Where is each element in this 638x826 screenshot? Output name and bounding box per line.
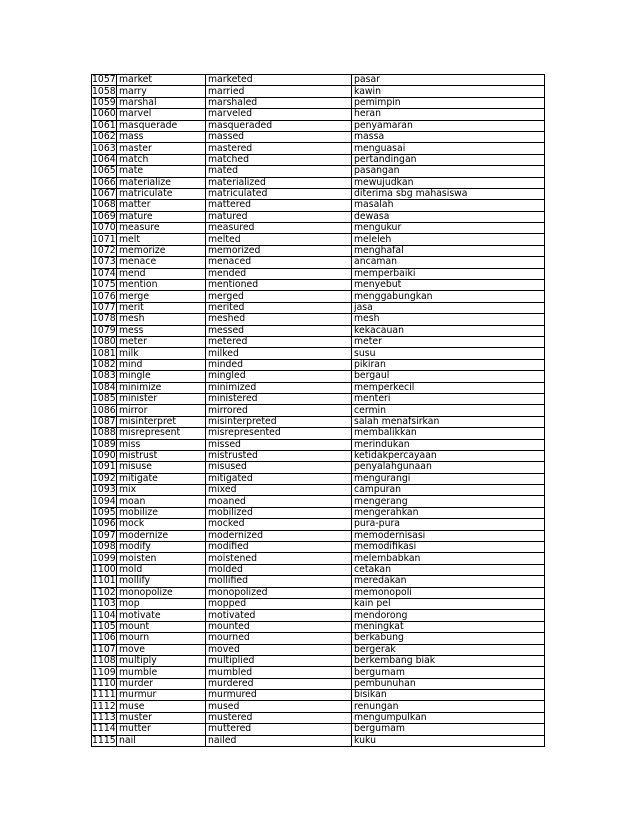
past-form-cell: mastered [206, 143, 352, 154]
translation-cell: pura-pura [352, 519, 545, 530]
entry-number-cell: 1062 [92, 131, 116, 143]
base-verb-cell: mind [117, 359, 206, 370]
base-verb-cell: mold [117, 564, 206, 575]
translation-cell: susu [352, 348, 545, 359]
translation-cell: menyebut [352, 280, 545, 291]
translation-cell: diterima sbg mahasiswa [352, 188, 545, 199]
translation-cell: bergerak [352, 644, 545, 655]
base-verb-cell: milk [117, 348, 206, 359]
past-form-cell: mobilized [206, 507, 352, 518]
base-verb-cell: mention [117, 280, 206, 291]
translation-cell: dewasa [352, 211, 545, 222]
translation-cell: cetakan [352, 564, 545, 575]
entry-number-cell: 1106 [92, 632, 116, 644]
past-form-cell: memorized [206, 245, 352, 256]
table-row [92, 393, 545, 404]
entry-number-cell: 1058 [92, 85, 116, 97]
entry-number-cell: 1068 [92, 199, 116, 211]
translation-cell: berkabung [352, 633, 545, 644]
base-verb-cell: murder [117, 678, 206, 689]
table-row [92, 587, 545, 598]
entry-number-cell: 1088 [92, 427, 116, 439]
base-verb-cell: miss [117, 439, 206, 450]
base-verb-cell: meter [117, 336, 206, 347]
entry-number-cell: 1085 [92, 393, 116, 405]
table-row [92, 143, 545, 154]
past-form-cell: mirrored [206, 405, 352, 416]
entry-number-cell: 1067 [92, 188, 116, 200]
table-row [92, 75, 545, 86]
translation-cell: menteri [352, 393, 545, 404]
table-row [92, 473, 545, 484]
past-form-cell: multiplied [206, 655, 352, 666]
table-row [92, 690, 545, 701]
table-row [92, 371, 545, 382]
entry-number-cell: 1091 [92, 461, 116, 473]
table-row [92, 553, 545, 564]
translation-cell: renungan [352, 701, 545, 712]
translation-cell: pasar [352, 75, 545, 86]
table-row [92, 200, 545, 211]
base-verb-cell: marshal [117, 97, 206, 108]
past-form-cell: massed [206, 131, 352, 142]
table-row [92, 439, 545, 450]
past-form-cell: mingled [206, 371, 352, 382]
table-row [92, 86, 545, 97]
past-form-cell: molded [206, 564, 352, 575]
table-row [92, 188, 545, 199]
translation-cell: massa [352, 131, 545, 142]
table-row [92, 211, 545, 222]
table-row [92, 428, 545, 439]
base-verb-cell: mourn [117, 633, 206, 644]
base-verb-cell: mix [117, 485, 206, 496]
entry-number-cell: 1066 [92, 177, 116, 188]
past-form-cell: muttered [206, 724, 352, 735]
entry-number-cell: 1065 [92, 165, 116, 177]
entry-number-cell: 1069 [92, 211, 116, 222]
entry-number-cell: 1090 [92, 450, 116, 462]
entry-number-cell: 1110 [92, 678, 116, 689]
table-row [92, 166, 545, 177]
translation-cell: memodernisasi [352, 530, 545, 541]
translation-cell: salah menafsirkan [352, 416, 545, 427]
past-form-cell: matriculated [206, 188, 352, 199]
base-verb-cell: mend [117, 268, 206, 279]
entry-number-cell: 1101 [92, 575, 116, 587]
base-verb-cell: muse [117, 701, 206, 712]
past-form-cell: mended [206, 268, 352, 279]
translation-cell: pertandingan [352, 154, 545, 165]
entry-number-cell: 1108 [92, 655, 116, 667]
translation-cell: mengurangi [352, 473, 545, 484]
entry-number-cell: 1075 [92, 279, 116, 291]
past-form-cell: materialized [206, 177, 352, 188]
table-row [92, 280, 545, 291]
translation-cell: pembunuhan [352, 678, 545, 689]
table-row [92, 735, 545, 746]
entry-number-cell: 1094 [92, 495, 116, 507]
base-verb-cell: modernize [117, 530, 206, 541]
base-verb-cell: mobilize [117, 507, 206, 518]
base-verb-cell: mirror [117, 405, 206, 416]
base-verb-cell: misuse [117, 462, 206, 473]
translation-cell: meleleh [352, 234, 545, 245]
base-verb-cell: moan [117, 496, 206, 507]
past-form-cell: murdered [206, 678, 352, 689]
translation-cell: cermin [352, 405, 545, 416]
past-form-cell: matured [206, 211, 352, 222]
base-verb-cell: minimize [117, 382, 206, 393]
entry-number-cell: 1070 [92, 222, 116, 234]
base-verb-cell: modify [117, 542, 206, 553]
base-verb-cell: mess [117, 325, 206, 336]
past-form-cell: moved [206, 644, 352, 655]
base-verb-cell: mass [117, 131, 206, 142]
translation-cell: penyamaran [352, 120, 545, 131]
table-row [92, 496, 545, 507]
table-row [92, 564, 545, 575]
entry-number-cell: 1103 [92, 598, 116, 610]
table-row [92, 701, 545, 712]
table-row [92, 667, 545, 678]
translation-cell: melembabkan [352, 553, 545, 564]
base-verb-cell: materialize [117, 177, 206, 188]
translation-cell: menggabungkan [352, 291, 545, 302]
translation-cell: pikiran [352, 359, 545, 370]
base-verb-cell: mistrust [117, 450, 206, 461]
entry-number-cell: 1097 [92, 530, 116, 541]
vocabulary-table-body [92, 75, 545, 747]
past-form-cell: mounted [206, 621, 352, 632]
past-form-cell: mopped [206, 598, 352, 609]
base-verb-cell: marvel [117, 109, 206, 120]
base-verb-cell: merit [117, 302, 206, 313]
entry-number-cell: 1076 [92, 290, 116, 302]
past-form-cell: mustered [206, 712, 352, 723]
table-row [92, 302, 545, 313]
table-row [92, 724, 545, 735]
past-form-cell: menaced [206, 257, 352, 268]
past-form-cell: mourned [206, 633, 352, 644]
base-verb-cell: melt [117, 234, 206, 245]
base-verb-cell: misrepresent [117, 428, 206, 439]
table-row [92, 268, 545, 279]
base-verb-cell: misinterpret [117, 416, 206, 427]
table-row [92, 359, 545, 370]
past-form-cell: missed [206, 439, 352, 450]
translation-cell: mewujudkan [352, 177, 545, 188]
entry-number-cell: 1111 [92, 689, 116, 701]
translation-cell: jasa [352, 302, 545, 313]
entry-number-cell: 1113 [92, 712, 116, 724]
entry-number-cell: 1073 [92, 256, 116, 268]
past-form-cell: minded [206, 359, 352, 370]
table-row [92, 405, 545, 416]
translation-cell: bergumam [352, 667, 545, 678]
base-verb-cell: monopolize [117, 587, 206, 598]
entry-number-cell: 1099 [92, 552, 116, 564]
entry-number-cell: 1114 [92, 723, 116, 735]
base-verb-cell: move [117, 644, 206, 655]
past-form-cell: milked [206, 348, 352, 359]
entry-number-cell: 1102 [92, 587, 116, 598]
translation-cell: pemimpin [352, 97, 545, 108]
base-verb-cell: mesh [117, 314, 206, 325]
entry-number-cell: 1079 [92, 325, 116, 336]
base-verb-cell: multiply [117, 655, 206, 666]
table-row [92, 678, 545, 689]
entry-number-cell: 1095 [92, 507, 116, 519]
translation-cell: mesh [352, 314, 545, 325]
base-verb-cell: nail [117, 735, 206, 746]
entry-number-cell: 1087 [92, 416, 116, 427]
past-form-cell: murmured [206, 690, 352, 701]
translation-cell: kuku [352, 735, 545, 746]
past-form-cell: merged [206, 291, 352, 302]
base-verb-cell: memorize [117, 245, 206, 256]
past-form-cell: nailed [206, 735, 352, 746]
past-form-cell: minimized [206, 382, 352, 393]
past-form-cell: ministered [206, 393, 352, 404]
past-form-cell: mused [206, 701, 352, 712]
translation-cell: menguasai [352, 143, 545, 154]
base-verb-cell: master [117, 143, 206, 154]
past-form-cell: mixed [206, 485, 352, 496]
entry-number-cell: 1086 [92, 404, 116, 416]
translation-cell: meter [352, 336, 545, 347]
table-row [92, 633, 545, 644]
table-row [92, 257, 545, 268]
table-row [92, 382, 545, 393]
translation-cell: mendorong [352, 610, 545, 621]
translation-cell: meredakan [352, 576, 545, 587]
translation-cell: mengukur [352, 223, 545, 234]
table-row [92, 154, 545, 165]
base-verb-cell: mitigate [117, 473, 206, 484]
base-verb-cell: matter [117, 200, 206, 211]
entry-number-cell: 1060 [92, 108, 116, 120]
translation-cell: bisikan [352, 690, 545, 701]
translation-cell: memperbaiki [352, 268, 545, 279]
translation-cell: bergaul [352, 371, 545, 382]
base-verb-cell: marry [117, 86, 206, 97]
past-form-cell: marveled [206, 109, 352, 120]
table-row [92, 450, 545, 461]
past-form-cell: meshed [206, 314, 352, 325]
table-row [92, 621, 545, 632]
translation-cell: menghafal [352, 245, 545, 256]
base-verb-cell: mutter [117, 724, 206, 735]
past-form-cell: measured [206, 223, 352, 234]
table-row [92, 348, 545, 359]
translation-cell: kain pel [352, 598, 545, 609]
entry-number-cell: 1084 [92, 382, 116, 393]
past-form-cell: mitigated [206, 473, 352, 484]
entry-number-cell: 1100 [92, 564, 116, 575]
base-verb-cell: mollify [117, 576, 206, 587]
table-row [92, 462, 545, 473]
table-row [92, 655, 545, 666]
entry-number-cell: 1078 [92, 313, 116, 325]
entry-number-cell: 1080 [92, 336, 116, 348]
table-row [92, 542, 545, 553]
translation-cell: berkembang biak [352, 655, 545, 666]
past-form-cell: motivated [206, 610, 352, 621]
past-form-cell: moistened [206, 553, 352, 564]
base-verb-cell: muster [117, 712, 206, 723]
translation-cell: pasangan [352, 166, 545, 177]
translation-cell: memonopoli [352, 587, 545, 598]
past-form-cell: mattered [206, 200, 352, 211]
entry-number-cell: 1081 [92, 347, 116, 359]
past-form-cell: mollified [206, 576, 352, 587]
translation-cell: merindukan [352, 439, 545, 450]
vocabulary-table [91, 74, 545, 747]
past-form-cell: modified [206, 542, 352, 553]
entry-number-cell: 1064 [92, 154, 116, 165]
entry-number-cell: 1098 [92, 541, 116, 553]
entry-number-cell: 1107 [92, 644, 116, 655]
table-row [92, 245, 545, 256]
entry-number-cell: 1093 [92, 484, 116, 496]
translation-cell: mengerahkan [352, 507, 545, 518]
table-row [92, 223, 545, 234]
table-row [92, 530, 545, 541]
past-form-cell: messed [206, 325, 352, 336]
table-row [92, 291, 545, 302]
past-form-cell: moaned [206, 496, 352, 507]
past-form-cell: marshaled [206, 97, 352, 108]
table-row [92, 336, 545, 347]
entry-number-cell: 1072 [92, 245, 116, 257]
past-form-cell: mumbled [206, 667, 352, 678]
entry-number-cell: 1104 [92, 609, 116, 621]
past-form-cell: mated [206, 166, 352, 177]
entry-number-cell: 1109 [92, 666, 116, 678]
translation-cell: ancaman [352, 257, 545, 268]
past-form-cell: mentioned [206, 280, 352, 291]
translation-cell: penyalahgunaan [352, 462, 545, 473]
table-row [92, 97, 545, 108]
translation-cell: mengumpulkan [352, 712, 545, 723]
translation-cell: heran [352, 109, 545, 120]
entry-number-cell: 1082 [92, 359, 116, 370]
base-verb-cell: masquerade [117, 120, 206, 131]
table-row [92, 234, 545, 245]
base-verb-cell: matriculate [117, 188, 206, 199]
translation-cell: memperkecil [352, 382, 545, 393]
translation-cell: ketidakpercayaan [352, 450, 545, 461]
past-form-cell: mistrusted [206, 450, 352, 461]
past-form-cell: married [206, 86, 352, 97]
past-form-cell: misrepresented [206, 428, 352, 439]
table-row [92, 485, 545, 496]
translation-cell: memodifikasi [352, 542, 545, 553]
table-row [92, 576, 545, 587]
entry-number-cell: 1115 [92, 735, 116, 746]
translation-cell: mengerang [352, 496, 545, 507]
past-form-cell: masqueraded [206, 120, 352, 131]
translation-cell: membalikkan [352, 428, 545, 439]
table-row [92, 314, 545, 325]
base-verb-cell: mop [117, 598, 206, 609]
entry-number-cell: 1092 [92, 473, 116, 484]
table-row [92, 644, 545, 655]
table-row [92, 519, 545, 530]
entry-number-cell: 1059 [92, 97, 116, 108]
table-row [92, 416, 545, 427]
base-verb-cell: measure [117, 223, 206, 234]
table-row [92, 610, 545, 621]
entry-number-cell: 1105 [92, 621, 116, 632]
base-verb-cell: merge [117, 291, 206, 302]
translation-cell: campuran [352, 485, 545, 496]
base-verb-cell: minister [117, 393, 206, 404]
base-verb-cell: menace [117, 257, 206, 268]
past-form-cell: misused [206, 462, 352, 473]
translation-cell: meningkat [352, 621, 545, 632]
entry-number-cell: 1071 [92, 233, 116, 245]
translation-cell: kekacauan [352, 325, 545, 336]
entry-number-cell: 1112 [92, 700, 116, 712]
entry-number-cell: 1074 [92, 268, 116, 279]
past-form-cell: matched [206, 154, 352, 165]
translation-cell: bergumam [352, 724, 545, 735]
base-verb-cell: motivate [117, 610, 206, 621]
entry-number-cell: 1057 [92, 74, 116, 86]
table-row [92, 598, 545, 609]
base-verb-cell: mature [117, 211, 206, 222]
base-verb-cell: murmur [117, 690, 206, 701]
base-verb-cell: moisten [117, 553, 206, 564]
past-form-cell: monopolized [206, 587, 352, 598]
past-form-cell: melted [206, 234, 352, 245]
base-verb-cell: mate [117, 166, 206, 177]
base-verb-cell: mock [117, 519, 206, 530]
entry-number-cell: 1089 [92, 439, 116, 450]
table-row [92, 109, 545, 120]
past-form-cell: marketed [206, 75, 352, 86]
table-row [92, 712, 545, 723]
past-form-cell: metered [206, 336, 352, 347]
entry-number-cell: 1083 [92, 370, 116, 382]
table-row [92, 177, 545, 188]
past-form-cell: mocked [206, 519, 352, 530]
table-row [92, 507, 545, 518]
table-row [92, 131, 545, 142]
past-form-cell: merited [206, 302, 352, 313]
translation-cell: kawin [352, 86, 545, 97]
entry-number-cell: 1096 [92, 518, 116, 530]
base-verb-cell: mumble [117, 667, 206, 678]
table-row [92, 120, 545, 131]
entry-number-cell: 1063 [92, 142, 116, 154]
past-form-cell: misinterpreted [206, 416, 352, 427]
translation-cell: masalah [352, 200, 545, 211]
table-row [92, 325, 545, 336]
base-verb-cell: match [117, 154, 206, 165]
entry-number-cell: 1077 [92, 302, 116, 313]
past-form-cell: modernized [206, 530, 352, 541]
base-verb-cell: market [117, 75, 206, 86]
base-verb-cell: mingle [117, 371, 206, 382]
base-verb-cell: mount [117, 621, 206, 632]
entry-number-cell: 1061 [92, 120, 116, 131]
